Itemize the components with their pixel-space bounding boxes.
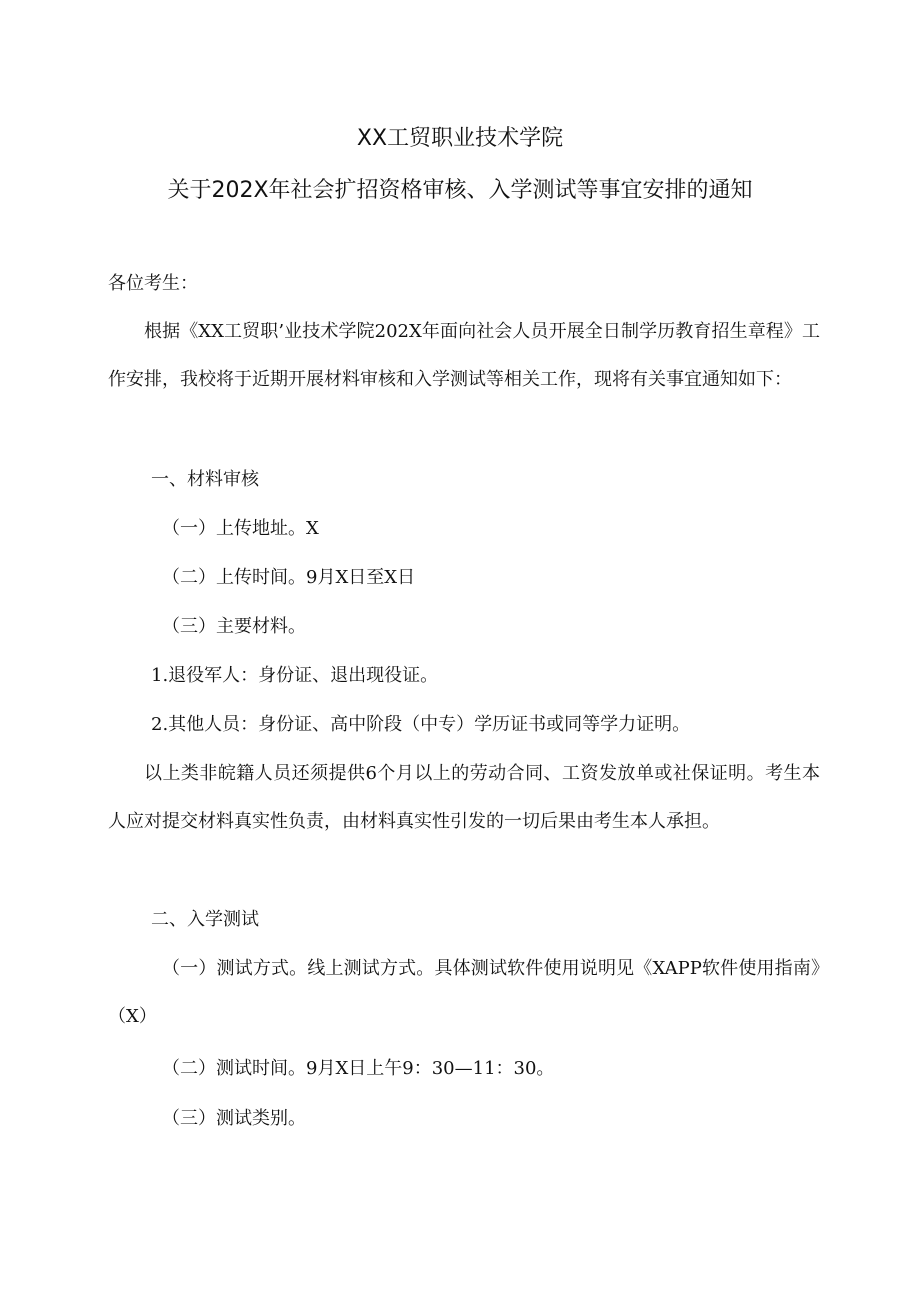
- document-title-line2: 关于202X年社会扩招资格审核、入学测试等事宜安排的通知: [167, 178, 753, 203]
- section1-heading: 一、材料审核: [151, 469, 259, 490]
- salutation: 各位考生：: [108, 273, 198, 294]
- section1-item3: （三）主要材料。: [162, 616, 306, 637]
- intro-paragraph: 根据《XX工贸职’业技术学院202X年面向社会人员开展全日制学历教育招生章程》工作安排，我校将于近期开展材料审核和入学测试等相关工作，现将有关事宜通知如下：: [108, 321, 820, 390]
- section2-item1: （一）测试方式。线上测试方式。具体测试软件使用说明见《XAPP软件使用指南》（X）: [108, 958, 820, 1027]
- section1-item2: （二）上传时间。9月X日至X日: [162, 567, 416, 588]
- section1-item1: （一）上传地址。X: [162, 518, 319, 539]
- document-title-line1: XX工贸职业技术学院: [356, 126, 564, 151]
- section1-note: 以上类非皖籍人员还须提供6个月以上的劳动合同、工资发放单或社保证明。考生本人应对提交材料真实性负责，由材料真实性引发的一切后果由考生本人承担。: [108, 763, 820, 832]
- section2-item2: （二）测试时间。9月X日上午9：30—11：30。: [162, 1058, 555, 1079]
- section1-sub2: 2.其他人员：身份证、高中阶段（中专）学历证书或同等学力证明。: [151, 714, 691, 735]
- section1-sub1: 1.退役军人：身份证、退出现役证。: [151, 665, 439, 686]
- section2-heading: 二、入学测试: [151, 909, 259, 930]
- section2-item3: （三）测试类别。: [162, 1108, 306, 1129]
